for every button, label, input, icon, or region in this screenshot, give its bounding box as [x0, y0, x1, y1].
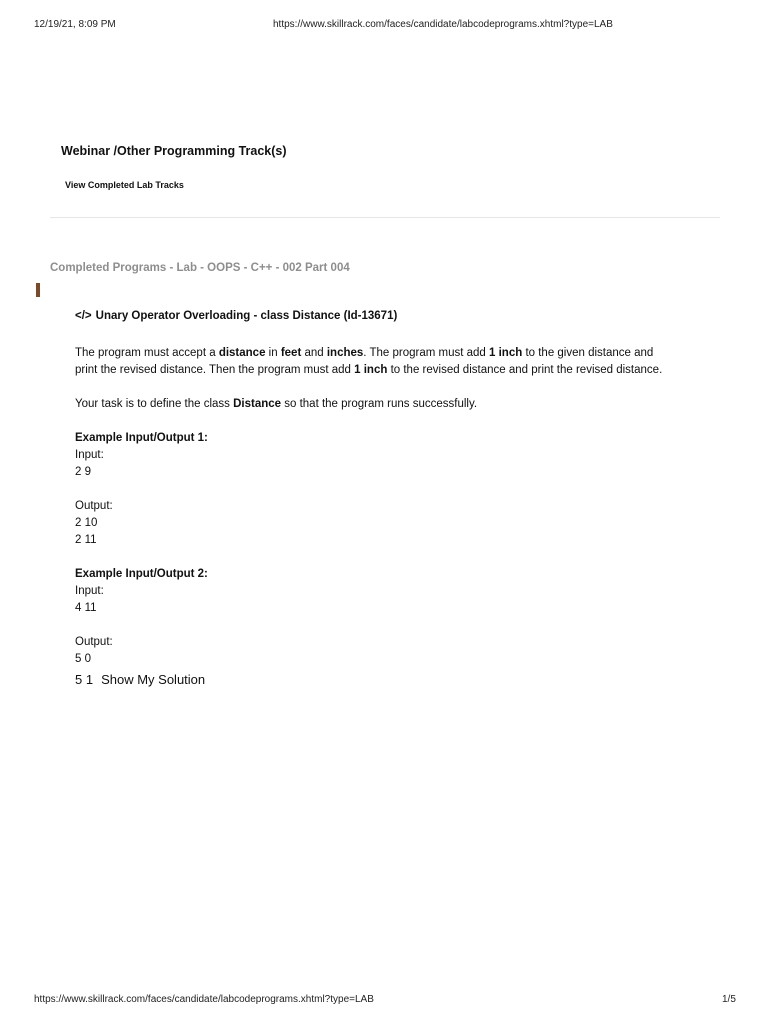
desc-bold: distance [218, 347, 266, 359]
program-task [75, 396, 715, 413]
example-1-heading: Example Input/Output 1: [75, 432, 208, 444]
example-2-input: 4 11 [75, 602, 97, 614]
desc-text: in [265, 347, 281, 359]
page-number: 1/5 [722, 994, 736, 1005]
example-2-output-label: Output: [75, 636, 113, 648]
example-1-input: 2 9 [75, 466, 91, 478]
side-marker [36, 283, 40, 297]
example-2-heading: Example Input/Output 2: [75, 568, 208, 580]
desc-bold: feet [280, 347, 302, 359]
completed-programs-heading: Completed Programs - Lab - OOPS - C++ - 002 Part 004 [50, 262, 350, 274]
program-content [75, 308, 715, 690]
desc-text: . The program must add [363, 347, 490, 359]
program-title [75, 308, 715, 325]
example-2-last-line [75, 670, 715, 690]
print-header-url: https://www.skillrack.com/faces/candidate/labcodeprograms.xhtml?type=LAB [273, 19, 613, 30]
show-my-solution-link[interactable]: Show My Solution [101, 672, 206, 687]
example-2-output-line: 5 1 [75, 672, 94, 687]
desc-bold: 1 inch [489, 347, 523, 359]
desc-text: print the revised distance. Then the program must add [75, 364, 355, 376]
desc-bold: inches [326, 347, 364, 359]
example-2-output-line: 5 0 [75, 653, 91, 665]
example-1-input-label: Input: [75, 449, 104, 461]
task-text: so that the program runs successfully. [281, 398, 478, 410]
example-2-input-label: Input: [75, 585, 104, 597]
print-datetime: 12/19/21, 8:09 PM [34, 19, 116, 30]
task-text: Your task is to define the class [75, 398, 234, 410]
desc-text: to the given distance and [522, 347, 654, 359]
section-divider [50, 217, 720, 218]
print-footer-url: https://www.skillrack.com/faces/candidate/labcodeprograms.xhtml?type=LAB [34, 994, 374, 1005]
desc-text: The program must accept a [75, 347, 219, 359]
program-description [75, 345, 715, 379]
track-title: Webinar /Other Programming Track(s) [61, 144, 287, 158]
view-completed-lab-tracks-link[interactable]: View Completed Lab Tracks [65, 180, 184, 190]
task-bold: Distance [233, 398, 282, 410]
example-1-output-line: 2 10 [75, 517, 98, 529]
program-title-text: Unary Operator Overloading - class Distance (Id-13671) [95, 310, 398, 322]
example-1-output-label: Output: [75, 500, 113, 512]
desc-bold: 1 inch [354, 364, 388, 376]
desc-text: and [301, 347, 327, 359]
example-1-output-line: 2 11 [75, 534, 97, 546]
code-icon: </> [75, 310, 92, 322]
desc-text: to the revised distance and print the revised distance. [387, 364, 663, 376]
